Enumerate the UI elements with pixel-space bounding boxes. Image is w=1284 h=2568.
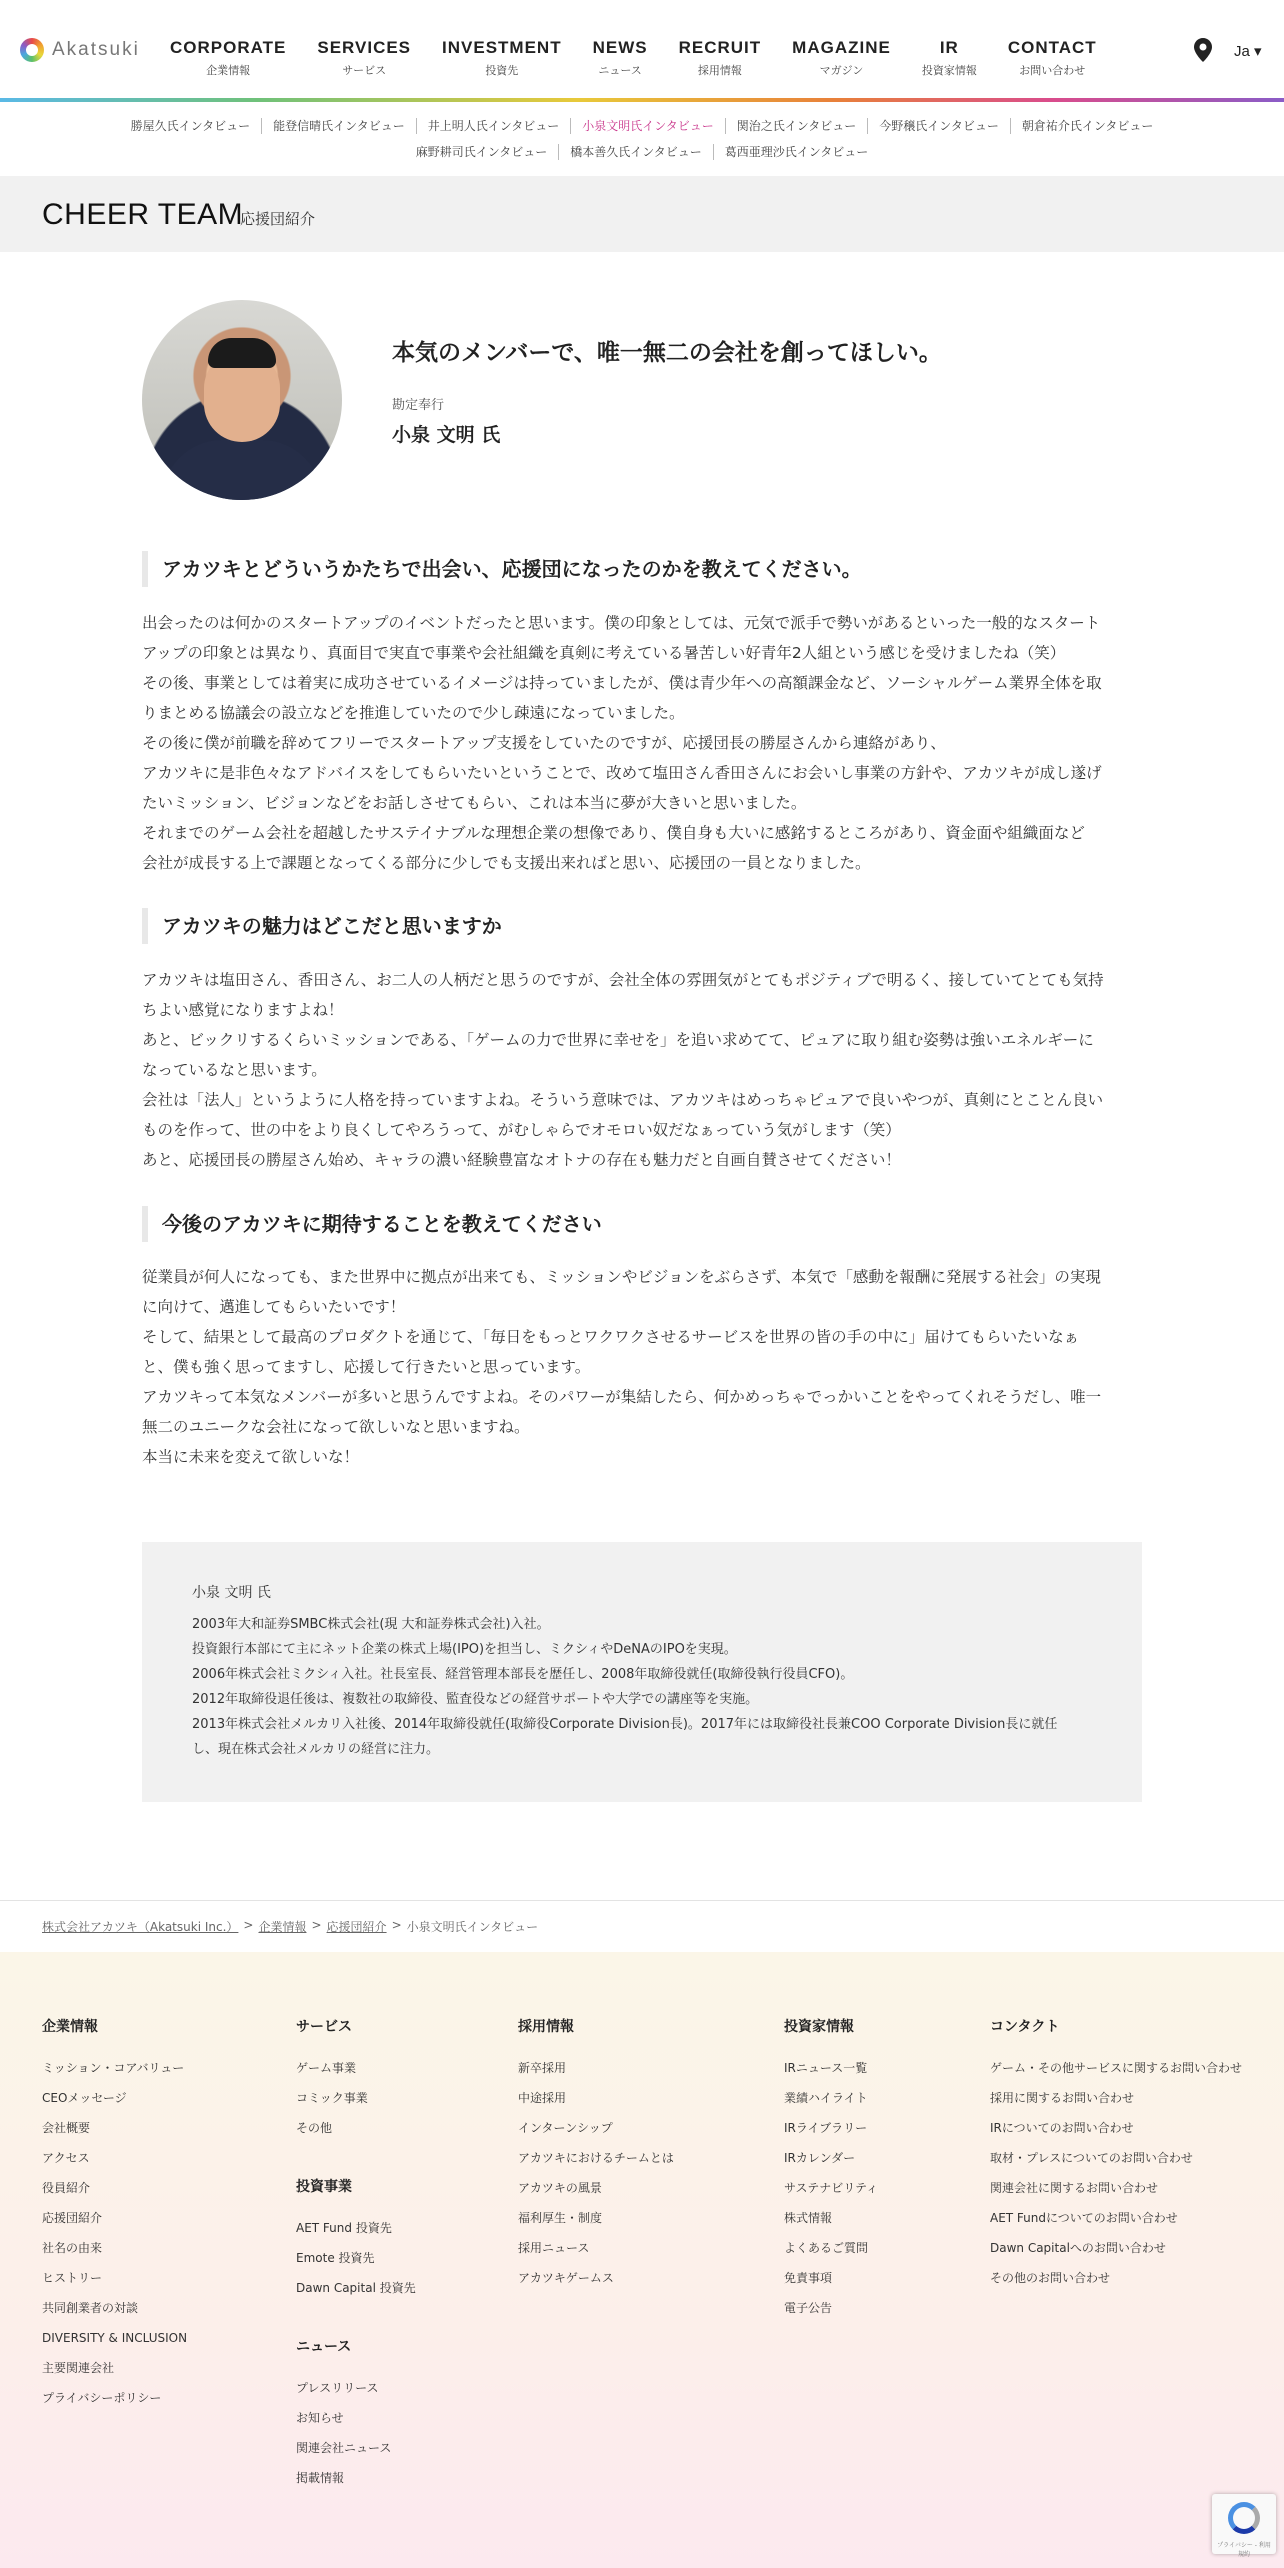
footer-link[interactable]: IRライブラリー bbox=[784, 2121, 868, 2135]
breadcrumb-separator: > bbox=[243, 1918, 254, 1932]
body-line: に向けて、邁進してもらいたいです！ bbox=[142, 1298, 406, 1316]
subnav-item[interactable]: 井上明人氏インタビュー bbox=[417, 118, 572, 134]
nav-label-ja: お問い合わせ bbox=[1019, 64, 1086, 77]
nav-label-ja: サービス bbox=[342, 64, 387, 77]
subnav-row bbox=[0, 118, 1284, 134]
page-subtitle: 応援団紹介 bbox=[240, 210, 316, 228]
footer-col-recruit bbox=[518, 2016, 674, 2300]
footer-link[interactable]: IRカレンダー bbox=[784, 2151, 856, 2165]
bio-line: し、現在株式会社メルカリの経営に注力。 bbox=[192, 1742, 440, 1757]
footer-link[interactable]: 掲載情報 bbox=[296, 2471, 345, 2485]
footer-link[interactable]: アカツキゲームス bbox=[518, 2271, 614, 2285]
person-role: 勘定奉行 bbox=[392, 398, 445, 413]
body-line: ものを作って、世の中をより良くしてやろうって、がむしゃらでオモロい奴だなぁっていう気がします（笑） bbox=[142, 1121, 901, 1139]
recaptcha-badge[interactable] bbox=[1212, 2494, 1276, 2558]
footer-link[interactable]: IRニュース一覧 bbox=[784, 2061, 868, 2075]
footer-link[interactable]: 中途採用 bbox=[518, 2091, 567, 2105]
footer-heading: コンタクト bbox=[990, 2019, 1060, 2035]
breadcrumb-link-cheer-team[interactable]: 応援団紹介 bbox=[326, 1920, 387, 1934]
body-line: アカツキに是非色々なアドバイスをしてもらいたいということで、改めて塩田さん香田さんにお会いし事業の方針や、アカツキが成し遂げ bbox=[142, 764, 1102, 782]
subnav-item[interactable]: 勝屋久氏インタビュー bbox=[120, 118, 263, 134]
bio-line: 2006年株式会社ミクシィ入社。社長室長、経営管理本部長を歴任し、2008年取締役就任(取締役執行役員CFO)。 bbox=[192, 1667, 854, 1682]
footer-link[interactable]: CEOメッセージ bbox=[42, 2091, 127, 2105]
footer-col-corporate bbox=[42, 2016, 187, 2420]
footer-link[interactable]: 取材・プレスについてのお問い合わせ bbox=[990, 2151, 1193, 2165]
breadcrumb-link-corporate[interactable]: 企業情報 bbox=[258, 1920, 307, 1934]
footer-link[interactable]: Dawn Capitalへのお問い合わせ bbox=[990, 2241, 1166, 2255]
body-line: その後に僕が前職を辞めてフリーでスタートアップ支援をしていたのですが、応援団長の勝屋さんから連絡があり、 bbox=[142, 734, 946, 752]
nav-corporate[interactable] bbox=[170, 38, 286, 78]
footer-link[interactable]: ミッション・コアバリュー bbox=[42, 2061, 185, 2075]
footer-link[interactable]: IRについてのお問い合わせ bbox=[990, 2121, 1134, 2135]
bio-line: 2003年大和証券SMBC株式会社(現 大和証券株式会社)入社。 bbox=[192, 1617, 550, 1632]
nav-label-ja: 投資先 bbox=[485, 64, 519, 77]
body-line: その後、事業としては着実に成功させているイメージは持っていましたが、僕は青少年への高額課金など、ソーシャルゲーム業界全体を取 bbox=[142, 674, 1102, 692]
avatar-body-shape bbox=[162, 440, 322, 500]
body-line: 従業員が何人になっても、また世界中に拠点が出来ても、ミッションやビジョンをぶらさず、本気で「感動を報酬に発展する社会」の実現 bbox=[142, 1268, 1101, 1286]
location-pin-icon[interactable] bbox=[1194, 38, 1212, 62]
body-line: アカツキって本気なメンバーが多いと思うんですよね。そのパワーが集結したら、何かめっちゃでっかいことをやってくれそうだし、唯一 bbox=[142, 1388, 1102, 1406]
body-line: 無二のユニークな会社になって欲しいなと思いますね。 bbox=[142, 1418, 530, 1436]
bio-line: 投資銀行本部にて主にネット企業の株式上場(IPO)を担当し、ミクシィやDeNAのIPOを実現。 bbox=[192, 1642, 737, 1657]
footer-col-services bbox=[296, 2016, 416, 2500]
footer-link[interactable]: Emote 投資先 bbox=[296, 2251, 375, 2265]
nav-label-ja: 採用情報 bbox=[697, 64, 742, 77]
footer-link[interactable]: その他のお問い合わせ bbox=[990, 2271, 1111, 2285]
footer-col-ir bbox=[784, 2016, 878, 2330]
nav-label-en: INVESTMENT bbox=[442, 38, 562, 57]
footer-link[interactable]: コミック事業 bbox=[296, 2091, 368, 2105]
footer-link[interactable]: ヒストリー bbox=[42, 2271, 103, 2285]
bio-name: 小泉 文明 氏 bbox=[192, 1585, 271, 1601]
breadcrumb-separator: > bbox=[311, 1918, 322, 1932]
footer-link[interactable]: 福利厚生・制度 bbox=[518, 2211, 603, 2225]
profile-bio-box bbox=[142, 1542, 1142, 1802]
footer-link[interactable]: 採用に関するお問い合わせ bbox=[990, 2091, 1135, 2105]
footer-link[interactable]: アカツキにおけるチームとは bbox=[518, 2151, 674, 2165]
breadcrumb-link-home[interactable]: 株式会社アカツキ（Akatsuki Inc.） bbox=[42, 1920, 239, 1934]
footer-link[interactable]: 採用ニュース bbox=[518, 2241, 590, 2255]
footer-heading: 投資家情報 bbox=[784, 2019, 854, 2035]
footer-link[interactable]: インターンシップ bbox=[518, 2121, 613, 2135]
footer-heading: ニュース bbox=[296, 2339, 352, 2355]
footer-link[interactable]: AET Fund 投資先 bbox=[296, 2221, 392, 2235]
nav-label-ja: ニュース bbox=[598, 64, 642, 77]
body-line: あと、ビックリするくらいミッションである、「ゲームの力で世界に幸せを」を追い求めてて、ピュアに取り組む姿勢は強いエネルギーに bbox=[142, 1031, 1094, 1049]
footer-link[interactable]: ゲーム事業 bbox=[296, 2061, 357, 2075]
body-line: アカツキは塩田さん、香田さん、お二人の人柄だと思うのですが、会社全体の雰囲気がとてもポジティブで明るく、接していてとても気持 bbox=[142, 971, 1104, 989]
footer-link[interactable]: DIVERSITY & INCLUSION bbox=[42, 2331, 188, 2345]
site-footer bbox=[0, 1952, 1284, 2568]
section-body bbox=[142, 965, 1142, 1175]
nav-label-en: NEWS bbox=[592, 38, 648, 57]
subnav-item[interactable]: 関治之氏インタビュー bbox=[726, 118, 869, 134]
nav-label-en: SERVICES bbox=[317, 38, 412, 57]
nav-label-ja: 投資家情報 bbox=[921, 64, 977, 77]
subnav-item[interactable]: 能登信晴氏インタビュー bbox=[262, 118, 417, 134]
logo[interactable] bbox=[20, 38, 140, 62]
nav-news[interactable] bbox=[593, 38, 648, 78]
footer-col-contact bbox=[990, 2016, 1242, 2300]
breadcrumb-separator: > bbox=[391, 1918, 402, 1932]
body-line: あと、応援団長の勝屋さん始め、キャラの濃い経験豊富なオトナの存在も魅力だと自画自賛させてください！ bbox=[142, 1151, 901, 1169]
nav-ir[interactable] bbox=[922, 38, 977, 78]
footer-link[interactable]: サステナビリティ bbox=[784, 2181, 879, 2195]
recaptcha-icon bbox=[1228, 2502, 1260, 2534]
footer-link[interactable]: 社名の由来 bbox=[42, 2241, 103, 2255]
section-body bbox=[142, 608, 1142, 878]
footer-link[interactable]: プレスリリース bbox=[296, 2381, 379, 2395]
section-body bbox=[142, 1262, 1142, 1472]
nav-label-ja: マガジン bbox=[819, 64, 864, 77]
subnav-row bbox=[0, 144, 1284, 160]
footer-link[interactable]: プライバシーポリシー bbox=[42, 2391, 162, 2405]
body-line: ちよい感覚になりますよね！ bbox=[142, 1001, 344, 1019]
footer-link[interactable]: アクセス bbox=[42, 2151, 90, 2165]
body-line: と、僕も強く思ってますし、応援して行きたいと思っています。 bbox=[142, 1358, 591, 1376]
page-title-band bbox=[0, 176, 1284, 252]
body-line: 本当に未来を変えて欲しいな！ bbox=[142, 1448, 360, 1466]
page-title: CHEER TEAM bbox=[42, 198, 244, 231]
footer-link[interactable]: 電子公告 bbox=[784, 2301, 833, 2315]
footer-link[interactable]: お知らせ bbox=[296, 2411, 344, 2425]
bio-line: 2012年取締役退任後は、複数社の取締役、監査役などの経営サポートや大学での講座等を実施。 bbox=[192, 1692, 759, 1707]
body-line: なっているなと思います。 bbox=[142, 1061, 327, 1079]
body-line: 出会ったのは何かのスタートアップのイベントだったと思います。僕の印象としては、元気で派手で勢いがあるといった一般的なスタート bbox=[142, 614, 1101, 632]
nav-label-en: RECRUIT bbox=[678, 38, 762, 57]
body-line: 会社が成長する上で課題となってくる部分に少しでも支援出来ればと思い、応援団の一員となりました。 bbox=[142, 854, 871, 872]
subnav-item[interactable]: 今野穣氏インタビュー bbox=[868, 118, 1011, 134]
subnav-item-active[interactable]: 小泉文明氏インタビュー bbox=[571, 118, 726, 134]
footer-link[interactable]: 応援団紹介 bbox=[42, 2211, 103, 2225]
nav-label-en: MAGAZINE bbox=[792, 38, 891, 57]
subnav-item[interactable]: 朝倉祐介氏インタビュー bbox=[1021, 119, 1154, 133]
footer-link[interactable]: アカツキの風景 bbox=[518, 2181, 602, 2195]
breadcrumb-current: 小泉文明氏インタビュー bbox=[406, 1920, 539, 1934]
footer-link[interactable]: その他 bbox=[296, 2121, 333, 2135]
nav-contact[interactable] bbox=[1008, 38, 1097, 78]
logo-text: Akatsuki bbox=[52, 39, 140, 60]
footer-link[interactable]: 共同創業者の対談 bbox=[42, 2301, 139, 2315]
nav-label-en: CORPORATE bbox=[170, 38, 287, 57]
footer-link[interactable]: 主要関連会社 bbox=[42, 2361, 115, 2375]
footer-heading: 採用情報 bbox=[518, 2019, 574, 2035]
footer-link[interactable]: 関連会社ニュース bbox=[296, 2441, 392, 2455]
footer-link[interactable]: Dawn Capital 投資先 bbox=[296, 2281, 416, 2295]
nav-recruit[interactable] bbox=[679, 38, 762, 78]
recaptcha-terms[interactable]: プライバシー - 利用規約 bbox=[1217, 2542, 1271, 2558]
footer-link[interactable]: 株式情報 bbox=[784, 2211, 833, 2225]
footer-link[interactable]: AET Fundについてのお問い合わせ bbox=[990, 2211, 1178, 2225]
footer-link[interactable]: 関連会社に関するお問い合わせ bbox=[990, 2181, 1159, 2195]
body-line: そして、結果として最高のプロダクトを通じて、「毎日をもっとワクワクさせるサービスを世界の皆の手の中に」届けてもらいたいなぁ bbox=[142, 1328, 1080, 1346]
section-heading: 今後のアカツキに期待することを教えてください bbox=[142, 1206, 1142, 1242]
body-line: 会社は「法人」というように人格を持っていますよね。そういう意味では、アカツキはめっちゃピュアで良いやつが、真剣にとことん良い bbox=[142, 1091, 1104, 1109]
nav-magazine[interactable] bbox=[792, 38, 891, 78]
footer-heading: 企業情報 bbox=[42, 2019, 98, 2035]
breadcrumb-divider bbox=[0, 1900, 1284, 1901]
avatar bbox=[142, 300, 342, 500]
nav-label-en: CONTACT bbox=[1007, 38, 1097, 57]
footer-link[interactable]: 会社概要 bbox=[42, 2121, 91, 2135]
footer-link[interactable]: 新卒採用 bbox=[518, 2061, 567, 2075]
nav-label-en: IR bbox=[939, 38, 959, 57]
nav-label-ja: 企業情報 bbox=[206, 64, 251, 77]
section-heading: アカツキとどういうかたちで出会い、応援団になったのかを教えてください。 bbox=[142, 551, 1142, 587]
footer-link[interactable]: よくあるご質問 bbox=[784, 2241, 869, 2255]
interview-headline: 本気のメンバーで、唯一無二の会社を創ってほしい。 bbox=[392, 340, 942, 366]
avatar-hair-shape bbox=[208, 338, 276, 368]
breadcrumb bbox=[42, 1918, 538, 1935]
bio-line: 2013年株式会社メルカリ入社後、2014年取締役就任(取締役Corporate Division長)。2017年には取締役社長兼COO Corporate Division長に就任 bbox=[192, 1717, 1058, 1732]
nav-investment[interactable] bbox=[442, 38, 562, 78]
footer-link[interactable]: 免責事項 bbox=[784, 2271, 833, 2285]
footer-link[interactable]: 役員紹介 bbox=[42, 2181, 91, 2195]
subnav-item[interactable]: 麻野耕司氏インタビュー bbox=[405, 144, 560, 160]
subnav-item[interactable]: 橋本善久氏インタビュー bbox=[559, 144, 714, 160]
footer-heading: サービス bbox=[296, 2019, 352, 2035]
main-nav bbox=[170, 38, 1128, 78]
body-line: りまとめる協議会の設立などを推進していたので少し疎遠になっていました。 bbox=[142, 704, 685, 722]
footer-link[interactable]: ゲーム・その他サービスに関するお問い合わせ bbox=[990, 2061, 1243, 2075]
language-selector[interactable]: Ja ▾ bbox=[1234, 43, 1262, 60]
logo-mark-icon bbox=[20, 38, 44, 62]
subnav-item[interactable]: 葛西亜理沙氏インタビュー bbox=[724, 145, 869, 159]
person-name: 小泉 文明 氏 bbox=[392, 424, 501, 446]
interview-subnav bbox=[0, 102, 1284, 176]
section-heading: アカツキの魅力はどこだと思いますか bbox=[142, 908, 1142, 944]
body-line: それまでのゲーム会社を超越したサステイナブルな理想企業の想像であり、僕自身も大いに感銘するところがあり、資金面や組織面など bbox=[142, 824, 1085, 842]
body-line: アップの印象とは異なり、真面目で実直で事業や会社組織を真剣に考えている暑苦しい好青年2人組という感じを受けましたね（笑） bbox=[142, 644, 1066, 662]
site-header bbox=[0, 0, 1284, 100]
body-line: たいミッション、ビジョンなどをお話しさせてもらい、これは本当に夢が大きいと思いました。 bbox=[142, 794, 807, 812]
nav-services[interactable] bbox=[317, 38, 411, 78]
footer-heading: 投資事業 bbox=[296, 2179, 352, 2195]
footer-link[interactable]: 業績ハイライト bbox=[784, 2091, 868, 2105]
